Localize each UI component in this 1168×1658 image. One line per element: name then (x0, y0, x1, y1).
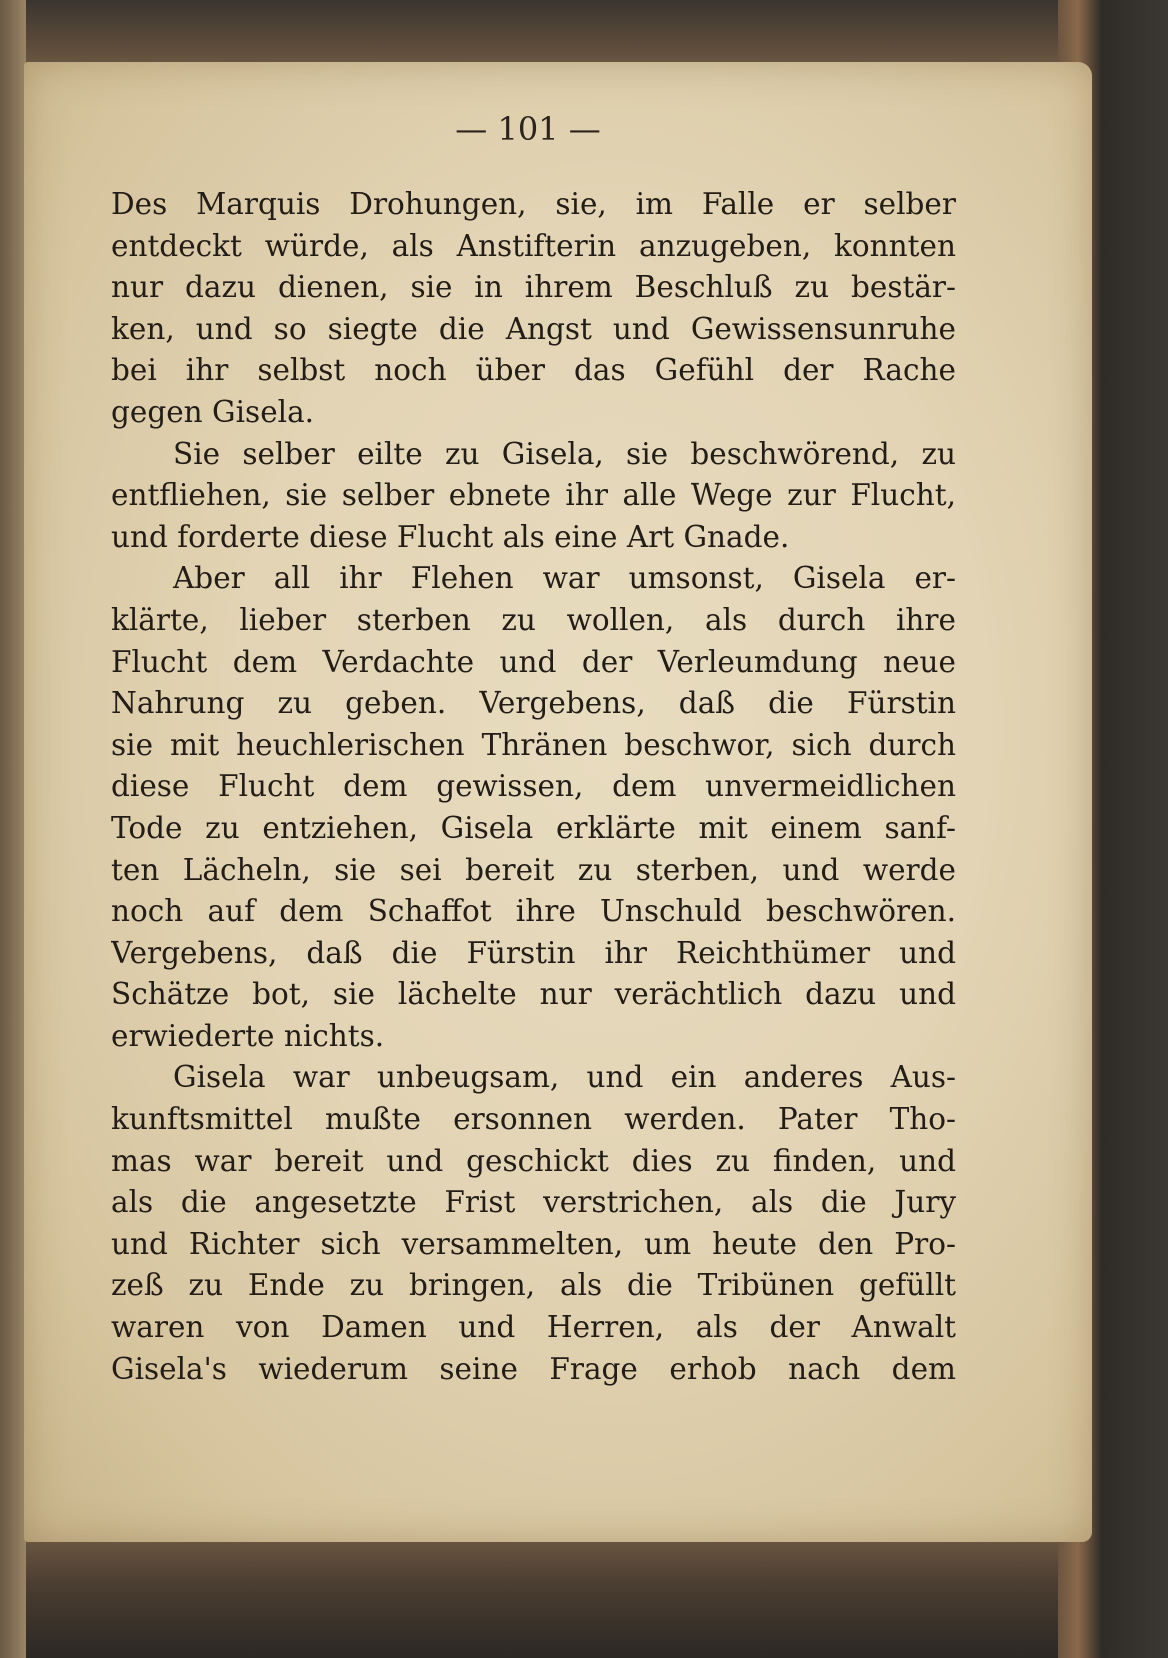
text-line: kunftsmittel mußte ersonnen werden. Pater Tho- (111, 1102, 956, 1137)
text-line: Sie selber eilte zu Gisela, sie beschwörend, zu (173, 436, 956, 471)
text-line: und Richter sich versammelten, um heute den Pro- (111, 1226, 956, 1261)
text-line: waren von Damen und Herren, als der Anwalt (111, 1310, 956, 1345)
text-line: sie mit heuchlerischen Thränen beschwor, sich durch (111, 727, 956, 762)
text-line: Des Marquis Drohungen, sie, im Falle er selber (111, 187, 956, 221)
text-line: bei ihr selbst noch über das Gefühl der Rache (111, 353, 956, 388)
text-line: entfliehen, sie selber ebnete ihr alle Wege zur Flucht, (111, 478, 956, 513)
text-line: Vergebens, daß die Fürstin ihr Reichthümer und (111, 935, 956, 970)
text-line: entdeckt würde, als Anstifterin anzugeben, konnten (111, 228, 956, 263)
text-line: Schätze bot, sie lächelte nur verächtlich dazu und (111, 977, 956, 1012)
text-line: Nahrung zu geben. Vergebens, daß die Fürstin (111, 686, 956, 721)
text-line: Gisela's wiederum seine Frage erhob nach dem (111, 1351, 956, 1386)
text-line: klärte, lieber sterben zu wollen, als durch ihre (111, 602, 956, 637)
text-line: ken, und so siegte die Angst und Gewissensunruhe (111, 311, 956, 346)
text-line: ten Lächeln, sie sei bereit zu sterben, und werde (111, 852, 956, 887)
text-line: diese Flucht dem gewissen, dem unvermeidlichen (111, 769, 956, 804)
body-text (111, 184, 956, 1390)
text-line: zeß zu Ende zu bringen, als die Tribünen gefüllt (111, 1268, 956, 1303)
book-cover-bottom (0, 1538, 1168, 1658)
page-number: — 101 — (455, 110, 601, 148)
text-line: und forderte diese Flucht als eine Art Gnade. (111, 519, 790, 554)
text-line: noch auf dem Schaffot ihre Unschuld beschwören. (111, 894, 956, 929)
text-line: Gisela war unbeugsam, und ein anderes Aus- (173, 1060, 956, 1095)
text-line: mas war bereit und geschickt dies zu finden, und (111, 1143, 956, 1178)
text-line: gegen Gisela. (111, 394, 315, 429)
text-line: Flucht dem Verdachte und der Verleumdung neue (111, 644, 956, 679)
book-cover-left (0, 0, 26, 1658)
text-line: nur dazu dienen, sie in ihrem Beschluß zu bestär- (111, 270, 956, 305)
text-line: Tode zu entziehen, Gisela erklärte mit einem sanf- (111, 810, 956, 845)
text-line: Aber all ihr Flehen war umsonst, Gisela er- (173, 561, 956, 596)
book-page (24, 62, 1092, 1542)
text-line: erwiederte nichts. (111, 1018, 385, 1053)
text-line: als die angesetzte Frist verstrichen, als die Jury (111, 1185, 956, 1220)
book-cover-top (0, 0, 1168, 70)
